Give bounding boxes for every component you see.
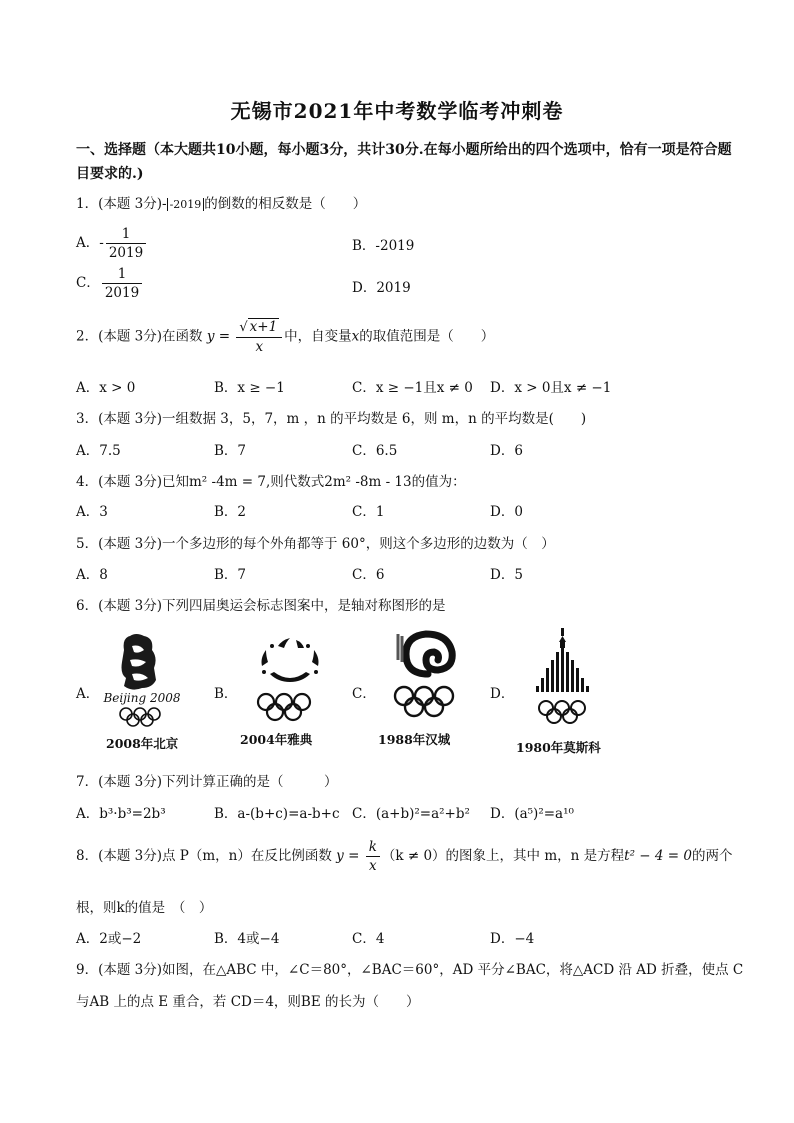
q2-option-d[interactable]: D．x > 0且x ≠ −1 xyxy=(490,380,612,396)
question-4: 4．(本题 3分)已知m² -4m = 7,则代数式2m² -8m - 13的值为： xyxy=(76,474,466,490)
q5-option-c[interactable]: C．6 xyxy=(352,567,385,583)
q8-option-c[interactable]: C．4 xyxy=(352,931,385,947)
question-3: 3．(本题 3分)一组数据 3，5，7，m ，n 的平均数是 6，则 m，n 的平均数是( ) xyxy=(76,411,587,427)
q6-option-a[interactable]: A． xyxy=(76,686,100,702)
page-title: 无锡市2021年中考数学临考冲刺卷 xyxy=(230,99,564,123)
question-5: 5．(本题 3分)一个多边形的每个外角都等于 60°，则这个多边形的边数为（ ） xyxy=(76,536,555,552)
beijing-2008-logo xyxy=(102,628,182,728)
question-6: 6．(本题 3分)下列四届奥运会标志图案中，是轴对称图形的是 xyxy=(76,598,446,614)
q1-option-d[interactable]: D．2019 xyxy=(352,280,411,296)
question-1: 1．(本题 3分)- -2019 的倒数的相反数是（ ） xyxy=(76,196,367,212)
athens-2004-logo xyxy=(252,632,328,722)
q2-option-c[interactable]: C．x ≥ −1且x ≠ 0 xyxy=(352,380,473,396)
q4-option-d[interactable]: D．0 xyxy=(490,504,523,520)
question-2: 2．(本题 3分)在函数 y = $\frac{√ x+1}{x}$ 中，自变量x的取值范围是（ ） xyxy=(76,319,495,355)
q7-option-a[interactable]: A．b³·b³=2b³ xyxy=(76,806,166,822)
q7-option-d[interactable]: D．(a⁵)²=a¹⁰ xyxy=(490,806,574,822)
q8-option-b[interactable]: B．4或−4 xyxy=(214,931,280,947)
q3-option-c[interactable]: C．6.5 xyxy=(352,443,398,459)
q6-option-c[interactable]: C． xyxy=(352,686,376,702)
q5-option-d[interactable]: D．5 xyxy=(490,567,523,583)
q1-option-c[interactable]: C． $\frac{1}{2019}$ xyxy=(76,265,144,302)
caption-2008-beijing: 2008年北京 xyxy=(106,736,179,751)
q4-option-b[interactable]: B．2 xyxy=(214,504,247,520)
q5-option-b[interactable]: B．7 xyxy=(214,567,247,583)
fraction: $\frac{1}{2019}$ xyxy=(106,225,146,262)
q4-option-a[interactable]: A．3 xyxy=(76,504,108,520)
q7-option-c[interactable]: C．(a+b)²=a²+b² xyxy=(352,806,470,822)
q7-option-b[interactable]: B．a-(b+c)=a-b+c xyxy=(214,806,340,822)
question-9: 9．(本题 3分)如图，在△ABC 中，∠C＝80°，∠BAC＝60°，AD 平分∠BAC，将△ACD 沿 AD 折叠，使点 C xyxy=(76,962,744,978)
question-8: 8．(本题 3分)点 P（m，n）在反比例函数 y = $\frac{k}{x}$ （k ≠ 0）的图象上，其中 m，n 是方程t² − 4 = 0的两个 xyxy=(76,839,733,874)
caption-1980-moscow: 1980年莫斯科 xyxy=(516,740,601,755)
q3-option-a[interactable]: A．7.5 xyxy=(76,443,121,459)
section-header: 一、选择题（本大题共10小题，每小题3分，共计30分.在每小题所给出的四个选项中，恰有一项是符合题目要求的.) xyxy=(76,142,732,182)
fraction: $\frac{1}{2019}$ xyxy=(102,265,142,302)
q8-option-a[interactable]: A．2或−2 xyxy=(76,931,142,947)
q2-option-b[interactable]: B．x ≥ −1 xyxy=(214,380,285,396)
fraction: $\frac{√ x+1}{x}$ xyxy=(236,318,282,356)
q2-option-a[interactable]: A．x > 0 xyxy=(76,380,136,396)
q1-option-a[interactable]: A．- $\frac{1}{2019}$ xyxy=(76,225,148,262)
moscow-1980-logo xyxy=(528,626,598,728)
q3-option-b[interactable]: B．7 xyxy=(214,443,247,459)
q4-option-c[interactable]: C．1 xyxy=(352,504,385,520)
question-9-continued: 与AB 上的点 E 重合，若 CD＝4，则BE 的长为（ ） xyxy=(76,994,420,1010)
q6-option-d[interactable]: D． xyxy=(490,686,515,702)
absolute-value: -2019 xyxy=(167,198,205,211)
fraction: $\frac{k}{x}$ xyxy=(366,838,380,875)
caption-1988-seoul: 1988年汉城 xyxy=(378,732,451,747)
question-8-continued: 根，则k的值是 （ ） xyxy=(76,900,213,916)
q3-option-d[interactable]: D．6 xyxy=(490,443,523,459)
svg-text:Beijing 2008: Beijing 2008 xyxy=(103,691,181,705)
q5-option-a[interactable]: A．8 xyxy=(76,567,108,583)
q8-option-d[interactable]: D．−4 xyxy=(490,931,535,947)
caption-2004-athens: 2004年雅典 xyxy=(240,732,313,747)
q1-option-b[interactable]: B．-2019 xyxy=(352,238,415,254)
q6-option-b[interactable]: B． xyxy=(214,686,238,702)
question-7: 7．(本题 3分)下列计算正确的是（ ） xyxy=(76,774,338,790)
seoul-1988-logo xyxy=(388,630,468,722)
